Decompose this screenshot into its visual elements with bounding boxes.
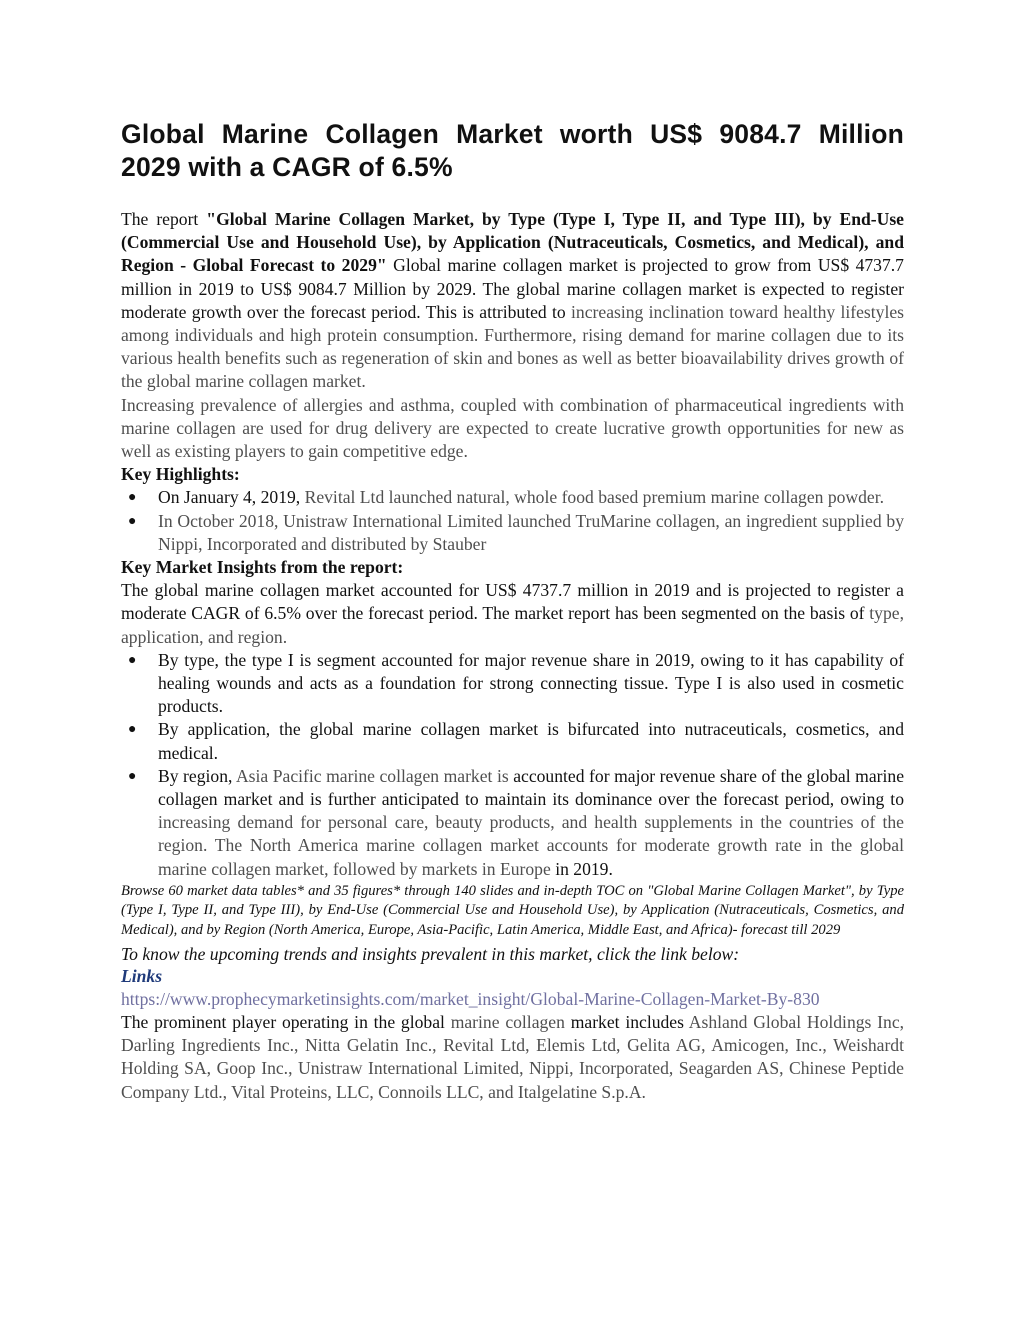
list-item [121,510,904,556]
key-insights-heading: Key Market Insights from the report: [121,557,404,578]
intro-drivers: increasing inclination toward healthy lifestyles among individuals and high protein consumption. Furthermore, rising demand for marine collagen due to its various health benefits such as regeneration of skin and bones as well as better bioavailability drives growth of the global marine collagen market. [121,301,904,392]
list-item [121,718,904,764]
players-list: Ashland Global Holdings Inc, Darling Ingredients Inc., Nitta Gelatin Inc., Revital Ltd, Elemis Ltd, Gelita AG, Amicogen, Inc., Weishardt Holding SA, Goop Inc., Unistraw International Limited, Nippi, Incorporated, Seagarden AS, Chinese Peptide Company Ltd., Vital Proteins, LLC, Connoils LLC, and Italgelatine S.p.A. [121,1012,905,1102]
bullet-icon: ● [128,652,137,668]
report-link[interactable]: https://www.prophecymarketinsights.com/market_insight/Global-Marine-Collagen-Market-By-830 [121,988,820,1009]
insights-paragraph [121,579,904,649]
document-body [121,118,904,1104]
list-item [121,649,904,719]
links-heading: Links [121,965,163,986]
bullet-icon: ● [128,722,137,738]
players-lead: The prominent player operating in the global [121,1012,451,1033]
insights-segments: type, application, and region. [121,603,904,647]
key-insights-list [121,649,904,881]
browse-note: Browse 60 market data tables* and 35 figures* through 140 slides and in-depth TOC on "Global Marine Collagen Market", by Type (Type I, Type II, and Type III), by End-Use (Commercial Use and Household Use), by Application (Nutraceuticals, Cosmetics, and Medical), and by Region (North America, Europe, Asia-Pacific, Latin America, Middle East, and Africa)- forecast till 2029 [121,882,904,939]
highlight-text: In October 2018, Unistraw International Limited launched TruMarine collagen, an ingredient supplied by Nippi, Incorporated and distributed by Stauber [158,510,904,554]
intro-lead: The report [121,209,207,229]
key-highlights-heading: Key Highlights: [121,464,240,485]
players-paragraph [121,1011,904,1104]
key-highlights-list [121,486,904,556]
highlight-date: On January 4, 2019, [158,487,305,508]
list-item [121,765,904,881]
intro-paragraph [121,208,904,394]
intro-body: Global marine collagen market is projected to grow from US$ 4737.7 million in 2019 to US$ 9084.7 Million by 2029. The global marine collagen market is expected to register moderate growth over the forecast period. This is attributed to [121,255,904,322]
insight-region-name: Asia Pacific marine collagen market is [235,765,514,786]
bullet-icon: ● [128,513,137,529]
insight-region-year: in 2019. [550,858,613,879]
know-more-text: To know the upcoming trends and insights prevalent in this market, click the link below: [121,943,740,964]
opportunities-paragraph: Increasing prevalence of allergies and asthma, coupled with combination of pharmaceutical ingredients with marine collagen are used for drug delivery are expected to create lucrative growth opportunities for new as well as existing players to gain competitive edge. [121,394,904,462]
players-market: marine collagen [450,1012,565,1033]
bullet-icon: ● [128,768,137,784]
players-includes: market includes [564,1012,689,1033]
bullet-icon: ● [128,490,137,506]
insight-type: By type, the type I is segment accounted for major revenue share in 2019, owing to it has capability of healing wounds and acts as a foundation for strong connecting tissue. Type I is also used in cosmetic products. [158,649,904,717]
list-item [121,486,904,509]
insight-region-share: accounted for major revenue share of the global marine collagen market and is further anticipated to maintain its dominance over the forecast period, owing to [158,765,904,810]
document-title: Global Marine Collagen Market worth US$ 9084.7 Million 2029 with a CAGR of 6.5% [121,119,904,182]
insights-text: The global marine collagen market accounted for US$ 4737.7 million in 2019 and is projected to register a moderate CAGR of 6.5% over the forecast period. The market report has been segmented on the basis of [121,580,904,624]
report-title: "Global Marine Collagen Market, by Type (Type I, Type II, and Type III), by End-Use (Commercial Use and Household Use), by Application (Nutraceuticals, Cosmetics, and Medical), and Region - Global Forecast to 2029" [121,209,904,276]
insight-region-lead: By region, [158,765,236,786]
highlight-text: Revital Ltd launched natural, whole food based premium marine collagen powder. [304,487,885,508]
insight-application: By application, the global marine collagen market is bifurcated into nutraceuticals, cosmetics, and medical. [158,719,904,763]
insight-region-drivers: increasing demand for personal care, beauty products, and health supplements in the countries of the region. The North America marine collagen market accounts for moderate growth rate in the global marine collagen market, followed by markets in Europe [158,812,904,879]
